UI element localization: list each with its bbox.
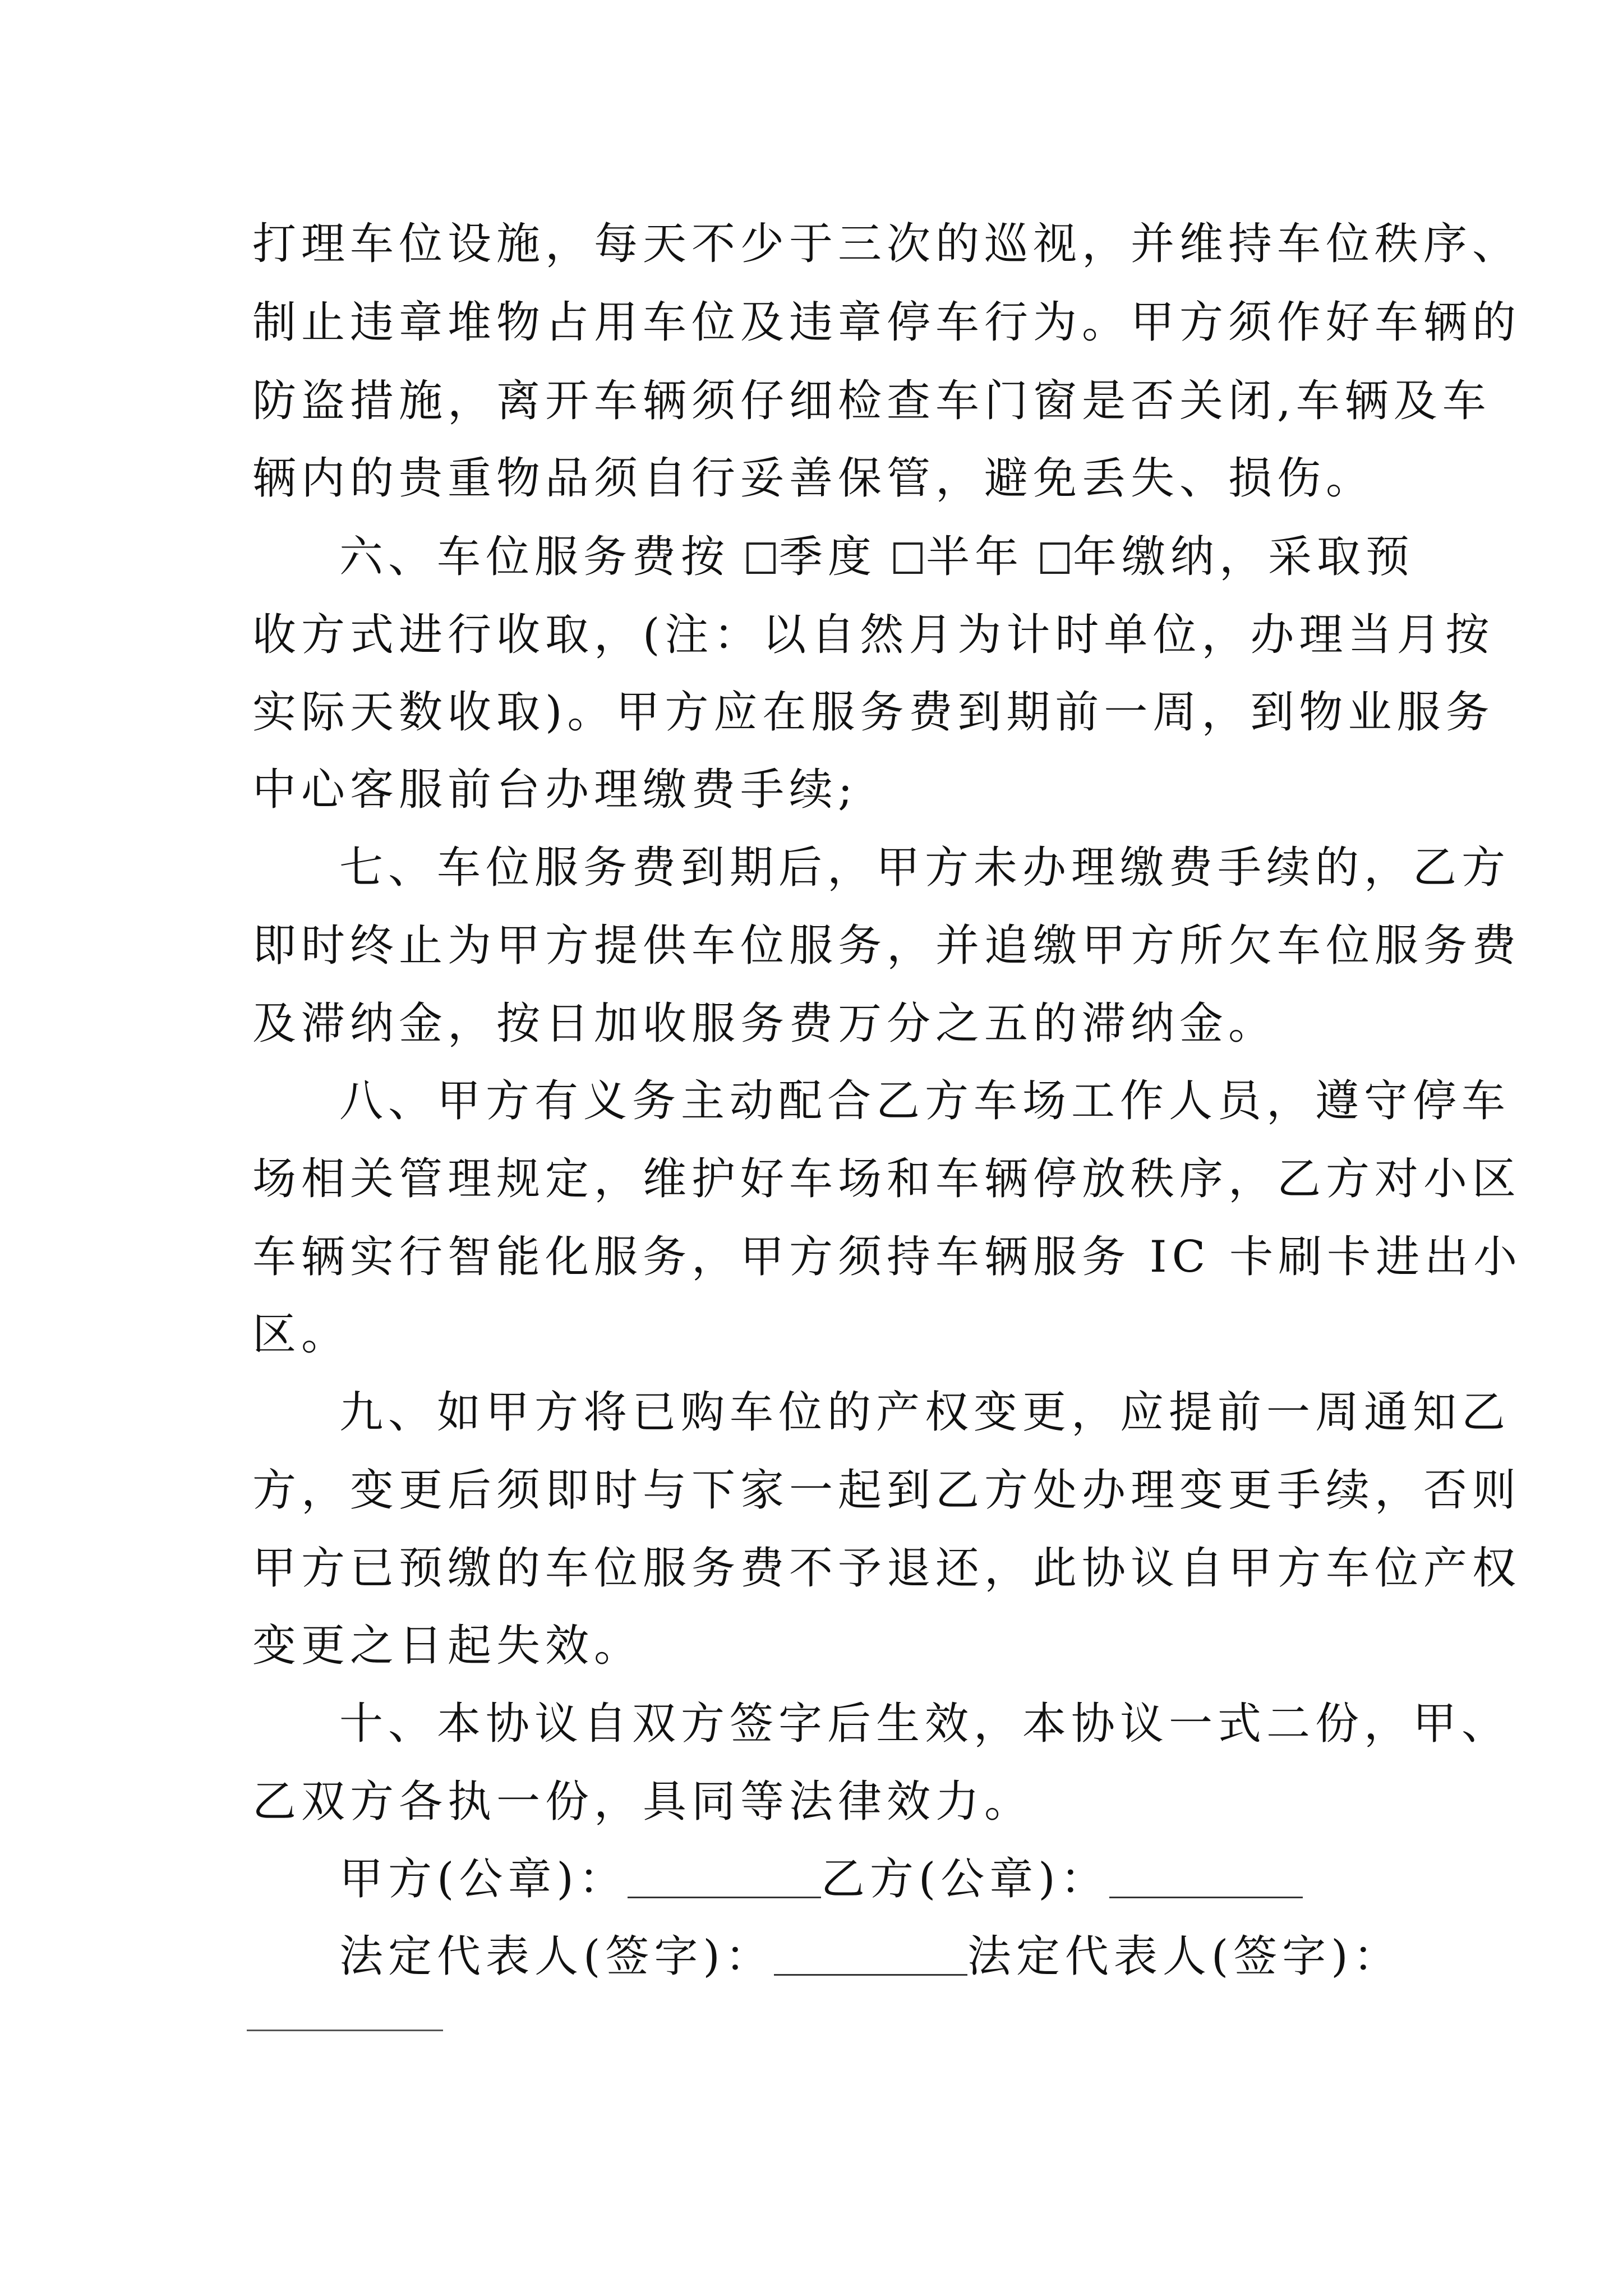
clause-5-line-1: 打理车位设施，每天不少于三次的巡视，并维持车位秩序、 xyxy=(252,219,1521,269)
party-b-rep-label: 法定代表人(签字)： xyxy=(967,1931,1402,1982)
checkbox-year[interactable] xyxy=(1040,542,1069,574)
clause-5-line-2: 制止违章堆物占用车位及违章停车行为。甲方须作好车辆的 xyxy=(252,297,1521,348)
clause-6-line-1 xyxy=(339,529,1415,585)
clause-8-line-2: 场相关管理规定，维护好车场和车辆停放秩序，乙方对小区 xyxy=(252,1154,1521,1204)
clause-9-line-1: 九、如甲方将已购车位的产权变更，应提前一周通知乙 xyxy=(339,1387,1511,1438)
party-b-seal-label: 乙方(公章)： xyxy=(820,1854,1109,1904)
signature-rep-row xyxy=(339,1929,1402,1985)
checkbox-quarter[interactable] xyxy=(746,542,776,574)
clause-6-prefix: 六、车位服务费按 xyxy=(339,532,730,582)
signature-seal-row xyxy=(339,1851,1391,1907)
checkbox-half-year[interactable] xyxy=(893,542,923,574)
clause-7-line-1: 七、车位服务费到期后，甲方未办理缴费手续的，乙方 xyxy=(339,843,1511,893)
option-quarter-label: 季度 xyxy=(779,532,877,582)
option-year-label: 年缴纳，采取预 xyxy=(1073,532,1415,582)
clause-6-line-4: 中心客服前台办理缴费手续; xyxy=(252,765,858,815)
clause-8-line-1: 八、甲方有义务主动配合乙方车场工作人员，遵守停车 xyxy=(339,1076,1511,1126)
clause-7-line-2: 即时终止为甲方提供车位服务，并追缴甲方所欠车位服务费 xyxy=(252,921,1521,971)
party-a-rep-label: 法定代表人(签字)： xyxy=(339,1931,774,1982)
clause-9-line-3: 甲方已预缴的车位服务费不予退还，此协议自甲方车位产权 xyxy=(252,1543,1521,1594)
party-a-rep-blank[interactable] xyxy=(774,1935,967,1976)
clause-7-line-3: 及滞纳金，按日加收服务费万分之五的滞纳金。 xyxy=(252,999,1278,1049)
clause-6-line-3: 实际天数收取)。甲方应在服务费到期前一周，到物业服务 xyxy=(252,687,1495,738)
clause-5-line-3: 防盗措施，离开车辆须仔细检查车门窗是否关闭,车辆及车 xyxy=(252,376,1491,426)
clause-10-line-1: 十、本协议自双方签字后生效，本协议一式二份，甲、 xyxy=(339,1699,1511,1749)
option-half-year-label: 半年 xyxy=(926,532,1024,582)
clause-10-line-2: 乙双方各执一份，具同等法律效力。 xyxy=(252,1777,1034,1827)
clause-6-line-2: 收方式进行收取，(注：以自然月为计时单位，办理当月按 xyxy=(252,610,1495,660)
clause-8-line-3: 车辆实行智能化服务，甲方须持车辆服务 IC 卡刷卡进出小 xyxy=(252,1232,1523,1282)
party-a-seal-label: 甲方(公章)： xyxy=(339,1854,628,1904)
clause-5-line-4: 辆内的贵重物品须自行妥善保管，避免丢失、损伤。 xyxy=(252,453,1375,504)
party-a-seal-blank[interactable] xyxy=(628,1857,821,1898)
clause-9-line-4: 变更之日起失效。 xyxy=(252,1621,643,1671)
clause-9-line-2: 方，变更后须即时与下家一起到乙方处办理变更手续，否则 xyxy=(252,1465,1521,1516)
party-b-seal-blank[interactable] xyxy=(1109,1857,1303,1898)
party-b-rep-blank[interactable] xyxy=(247,2030,443,2031)
clause-8-line-4: 区。 xyxy=(252,1309,351,1360)
